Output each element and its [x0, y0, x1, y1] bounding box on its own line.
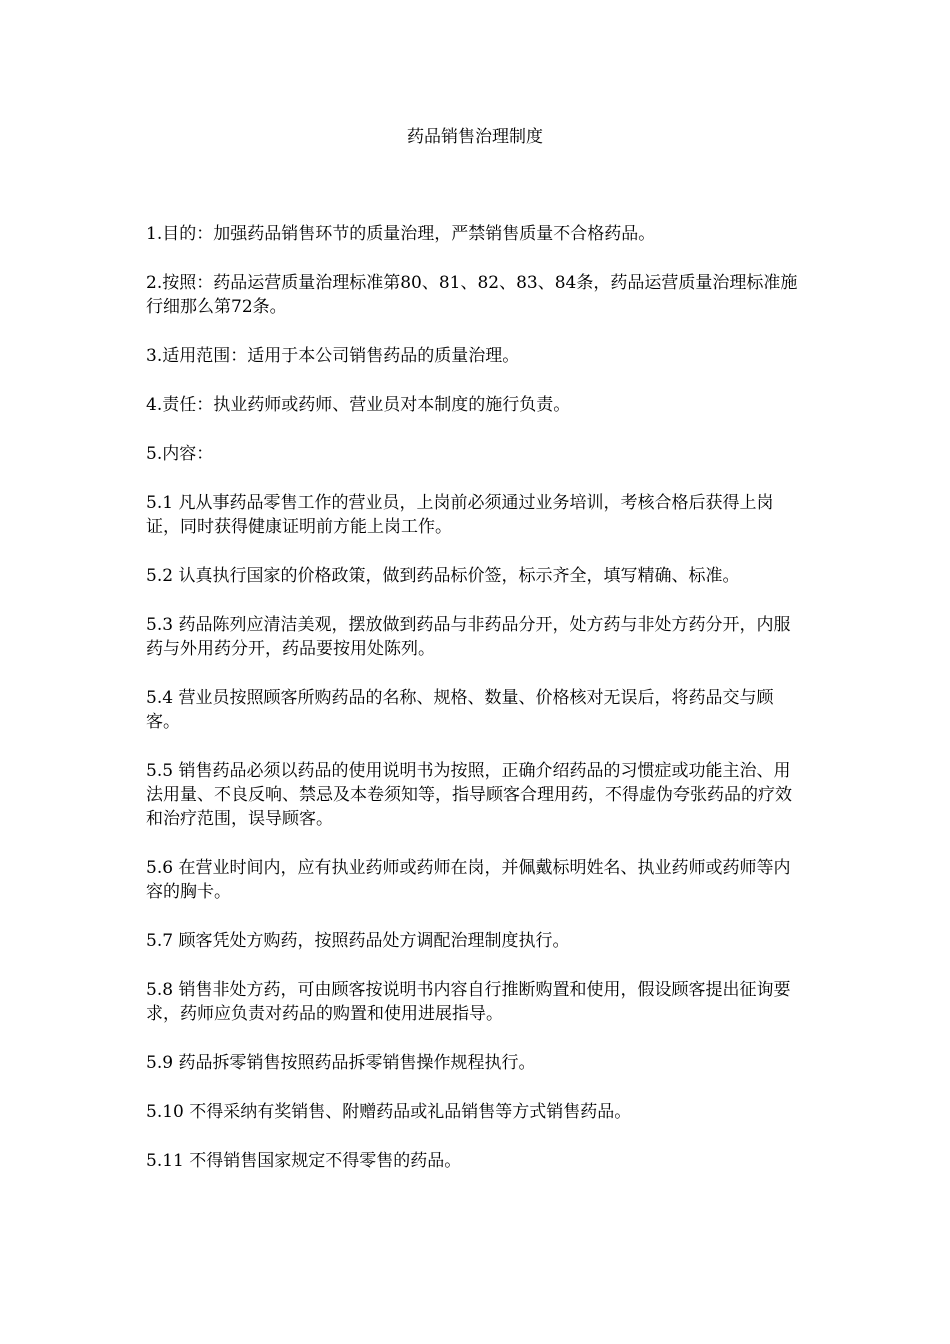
- paragraph-5-8: 5.8 销售非处方药，可由顾客按说明书内容自行推断购置和使用，假设顾客提出征询要求，药师应负责对药品的购置和使用进展指导。: [146, 980, 791, 1024]
- paragraph-content-heading: 5.内容：: [146, 444, 214, 464]
- paragraph-basis: 2.按照：药品运营质量治理标准第80、81、82、83、84条，药品运营质量治理标准施行细那么第72条。: [146, 273, 798, 317]
- document-body: [146, 222, 806, 1198]
- paragraph-5-1: 5.1 凡从事药品零售工作的营业员，上岗前必须通过业务培训，考核合格后获得上岗证，同时获得健康证明前方能上岗工作。: [146, 493, 774, 537]
- paragraph-5-7: 5.7 顾客凭处方购药，按照药品处方调配治理制度执行。: [146, 931, 570, 951]
- paragraph-scope: 3.适用范围：适用于本公司销售药品的质量治理。: [146, 346, 520, 366]
- paragraph-5-2: 5.2 认真执行国家的价格政策，做到药品标价签，标示齐全，填写精确、标准。: [146, 566, 740, 586]
- paragraph-5-6: 5.6 在营业时间内，应有执业药师或药师在岗，并佩戴标明姓名、执业药师或药师等内容的胸卡。: [146, 858, 791, 902]
- paragraph-5-10: 5.10 不得采纳有奖销售、附赠药品或礼品销售等方式销售药品。: [146, 1102, 632, 1122]
- paragraph-5-9: 5.9 药品拆零销售按照药品拆零销售操作规程执行。: [146, 1053, 536, 1073]
- paragraph-5-5: 5.5 销售药品必须以药品的使用说明书为按照，正确介绍药品的习惯症或功能主治、用法用量、不良反响、禁忌及本卷须知等，指导顾客合理用药，不得虚伪夸张药品的疗效和治疗范围，误导顾客。: [146, 761, 792, 829]
- paragraph-5-11: 5.11 不得销售国家规定不得零售的药品。: [146, 1151, 462, 1171]
- paragraph-5-3: 5.3 药品陈列应清洁美观，摆放做到药品与非药品分开，处方药与非处方药分开，内服药与外用药分开，药品要按用处陈列。: [146, 615, 791, 659]
- paragraph-5-4: 5.4 营业员按照顾客所购药品的名称、规格、数量、价格核对无误后，将药品交与顾客。: [146, 688, 774, 732]
- paragraph-purpose: 1.目的：加强药品销售环节的质量治理，严禁销售质量不合格药品。: [146, 224, 656, 244]
- document-title: 药品销售治理制度: [407, 127, 543, 147]
- paragraph-responsibility: 4.责任：执业药师或药师、营业员对本制度的施行负责。: [146, 395, 571, 415]
